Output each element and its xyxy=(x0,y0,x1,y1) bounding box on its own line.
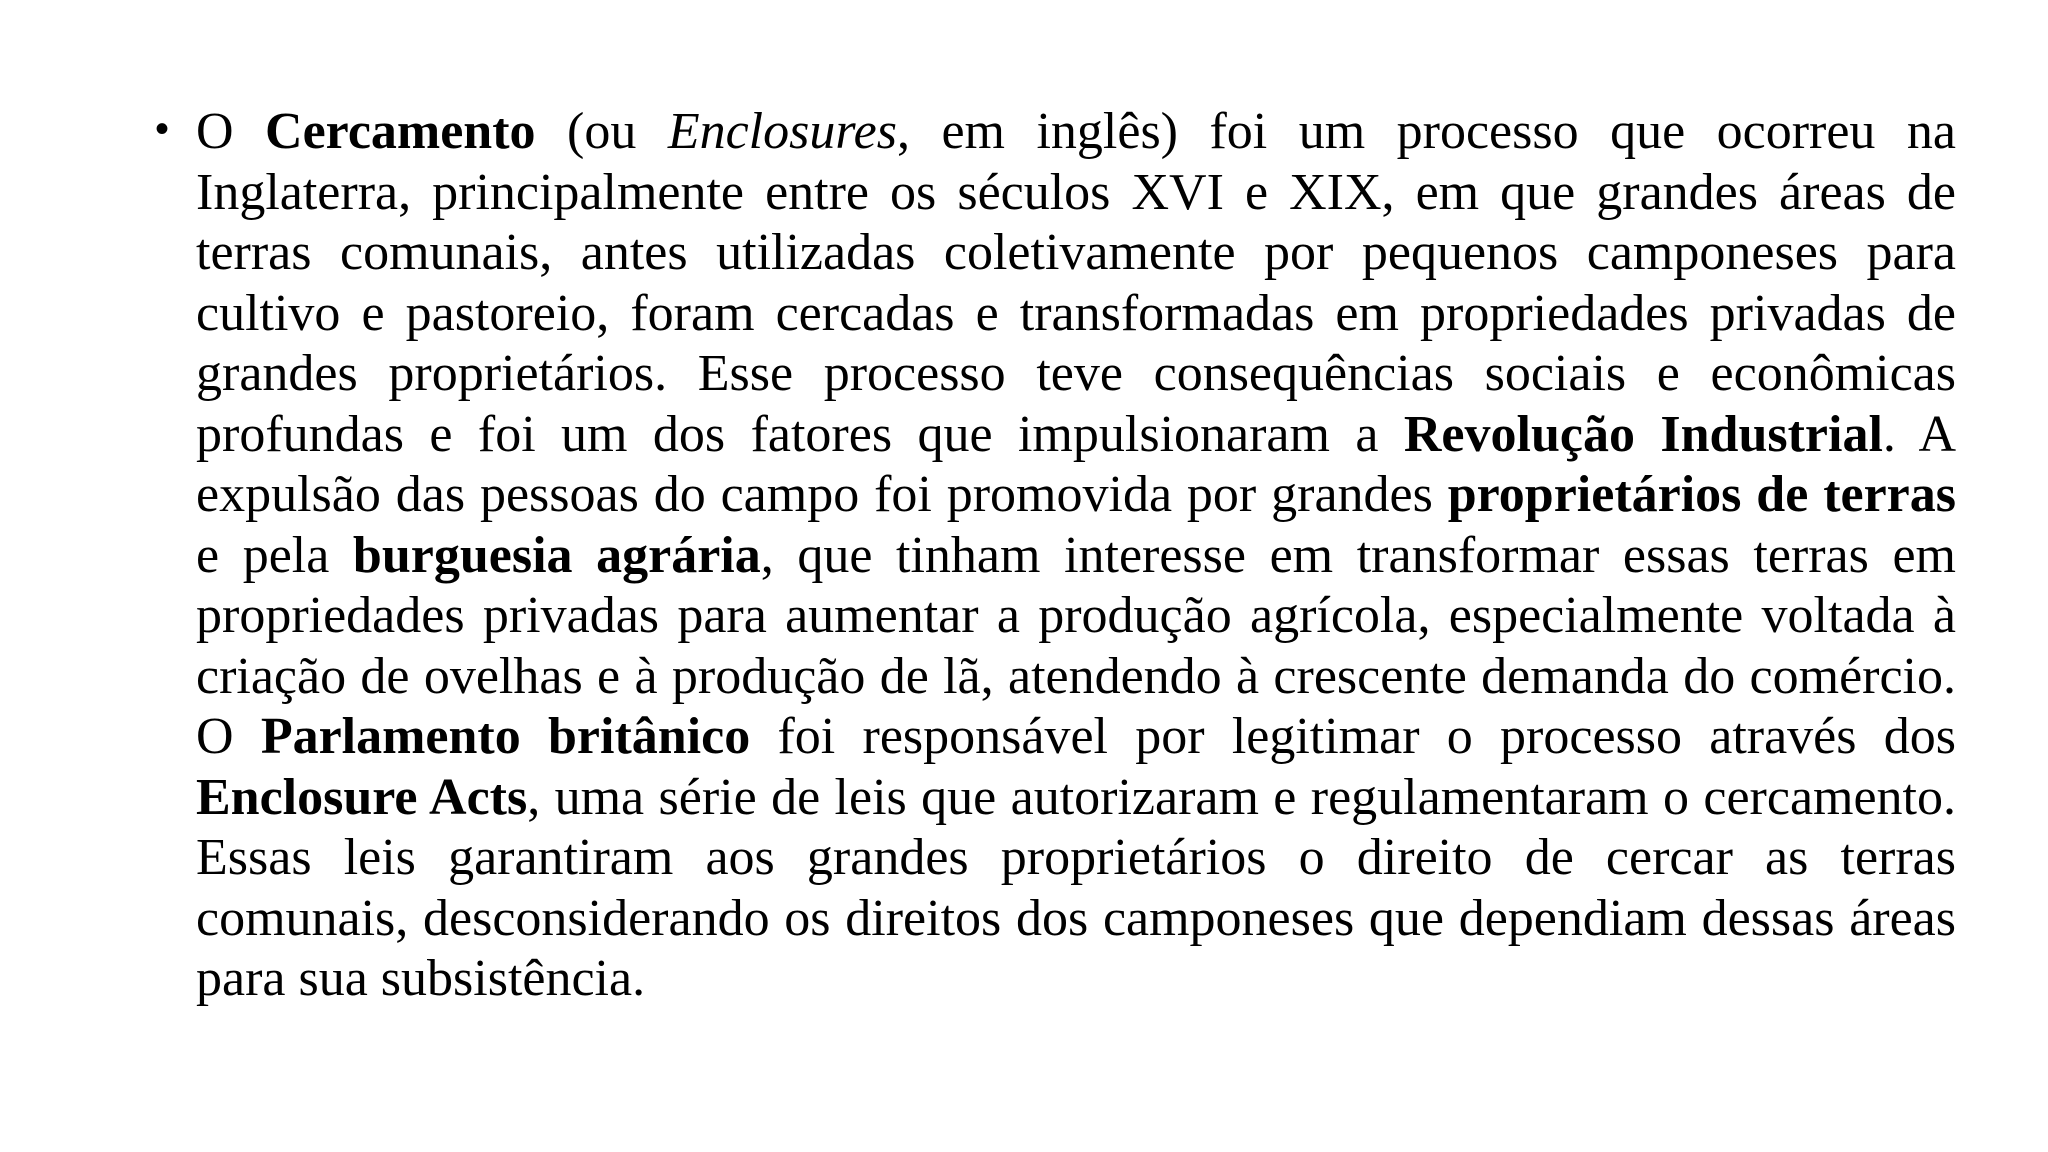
term-revolucao-industrial: Revolução Industrial xyxy=(1403,405,1883,463)
term-enclosure-acts: Enclosure Acts xyxy=(196,768,528,826)
bullet-marker: • xyxy=(155,107,170,151)
term-parlamento-britanico: Parlamento britânico xyxy=(260,708,751,765)
text-run: e pela xyxy=(196,526,353,584)
term-cercamento: Cercamento xyxy=(265,103,536,160)
text-run: , em inglês) foi um processo que ocorreu na Inglaterra, principalmente entre os séculos XVI e XIX, em que grandes áreas de terras comunais, antes utilizadas coletivamente por pequenos camponeses para cultivo e pastoreio, foram cercadas e transformadas em propriedades privadas de grandes proprietários. Esse processo teve consequências sociais e econômicas profundas e foi um dos fatores que impulsionaram a xyxy=(196,103,1956,463)
text-run: , que tinham interesse em transformar essas terras em propriedades privadas para aumentar a produção agrícola, especialmente voltada à criação de ovelhas e à produção de lã, atendendo à crescente demanda do comércio. O xyxy=(196,526,1956,765)
term-enclosures: Enclosures xyxy=(667,103,897,160)
term-burguesia-agraria: burguesia agrária xyxy=(352,526,761,584)
text-run: (ou xyxy=(535,103,668,160)
term-proprietarios-de-terras: proprietários de terras xyxy=(1447,466,1956,523)
text-run: , uma série de leis que autorizaram e regulamentaram o cercamento. Essas leis garantiram aos grandes proprietários o direito de cercar as terras comunais, desconsiderando os direitos dos camponeses que dependiam dessas áreas para sua subsistência. xyxy=(196,768,1956,1007)
text-run: O xyxy=(196,103,266,160)
text-run: foi responsável por legitimar o processo através dos xyxy=(750,708,1956,765)
text-run: . A expulsão das pessoas do campo foi promovida por grandes xyxy=(196,405,1956,523)
bullet-paragraph xyxy=(196,102,1956,1010)
